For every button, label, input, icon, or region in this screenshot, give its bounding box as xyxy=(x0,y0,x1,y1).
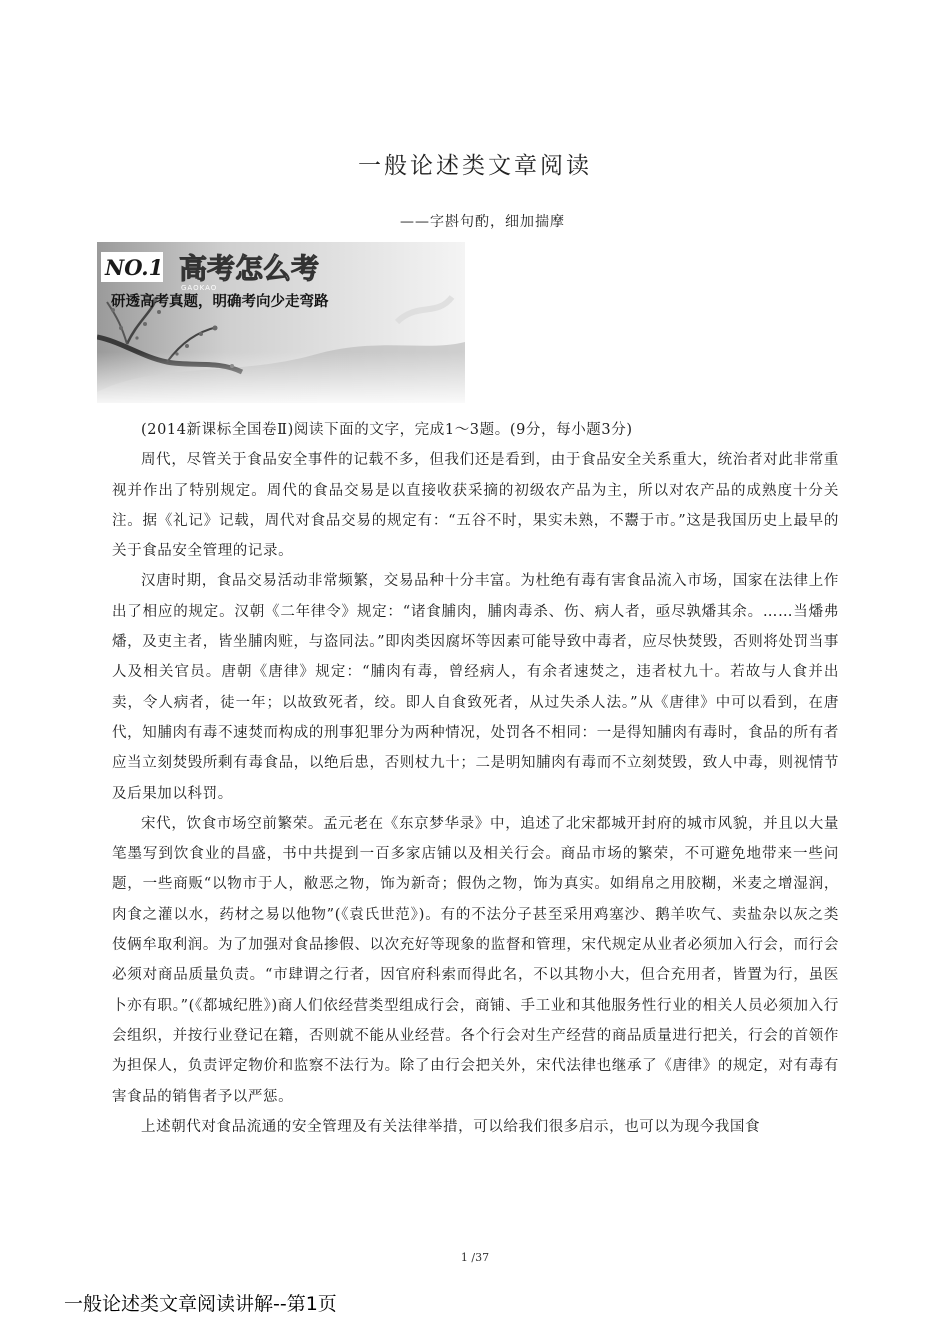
banner-number: NO.1 xyxy=(105,255,164,280)
paragraph-conclusion: 上述朝代对食品流通的安全管理及有关法律举措，可以给我们很多启示，也可以为现今我国食 xyxy=(141,1118,761,1135)
paragraph-han-tang: 汉唐时期，食品交易活动非常频繁，交易品种十分丰富。为杜绝有毒有害食品流入市场，国家在法律上作出了相应的规定。汉朝《二年律令》规定：“诸食脯肉，脯肉毒杀、伤、病人者，亟尽孰燔其余。……当燔弗燔，及吏主者，皆坐脯肉赃，与盗同法。”即肉类因腐坏等因素可能导致中毒者，应尽快焚毁，否则将处罚当事人及相关官员。唐朝《唐律》规定：“脯肉有毒，曾经病人，有余者速焚之，违者杖九十。若故与人食并出卖，令人病者，徒一年；以故致死者，绞。即人自食致死者，从过失杀人法。”从《唐律》中可以看到，在唐代，知脯肉有毒不速焚而构成的刑事犯罪分为两种情况，处罚各不相同：一是得知脯肉有毒时，食品的所有者应当立刻焚毁所剩有毒食品，以绝后患，否则杖九十；二是明知脯肉有毒而不立刻焚毁，致人中毒，则视情节及后果加以科罚。 xyxy=(112,573,839,802)
banner-heading: 高考怎么考 xyxy=(179,252,320,285)
banner-graphic xyxy=(97,242,465,403)
section-banner xyxy=(97,242,465,403)
document-subtitle: ——字斟句酌，细加揣摩 xyxy=(400,214,565,230)
banner-pinyin: GAOKAO xyxy=(181,284,218,292)
article-body xyxy=(112,415,839,1142)
page-number: 1 /37 xyxy=(460,1251,490,1264)
paragraph-song: 宋代，饮食市场空前繁荣。孟元老在《东京梦华录》中，追述了北宋都城开封府的城市风貌，并且以大量笔墨写到饮食业的昌盛，书中共提到一百多家店铺以及相关行会。商品市场的繁荣，不可避免地带来一些问题，一些商贩“以物市于人，敝恶之物，饰为新奇；假伪之物，饰为真实。如绢帛之用胶糊，米麦之增湿润，肉食之灌以水，药材之易以他物”(《袁氏世范》)。有的不法分子甚至采用鸡塞沙、鹅羊吹气、卖盐杂以灰之类伎俩牟取利润。为了加强对食品掺假、以次充好等现象的监督和管理，宋代规定从业者必须加入行会，而行会必须对商品质量负责。“市肆谓之行者，因官府科索而得此名，不以其物小大，但合充用者，皆置为行，虽医卜亦有职。”(《都城纪胜》)商人们依经营类型组成行会，商铺、手工业和其他服务性行业的相关人员必须加入行会组织，并按行业登记在籍，否则就不能从业经营。各个行会对生产经营的商品质量进行把关，行会的首领作为担保人，负责评定物价和监察不法行为。除了由行会把关外，宋代法律也继承了《唐律》的规定，对有毒有害食品的销售者予以严惩。 xyxy=(112,815,839,1105)
document-title: 一般论述类文章阅读 xyxy=(358,153,592,179)
footer-caption: 一般论述类文章阅读讲解--第1页 xyxy=(64,1293,337,1315)
question-prompt: (2014新课标全国卷Ⅱ)阅读下面的文字，完成1～3题。(9分，每小题3分) xyxy=(141,422,633,438)
banner-tagline: 研透高考真题，明确考向少走弯路 xyxy=(111,293,329,310)
paragraph-zhou: 周代，尽管关于食品安全事件的记载不多，但我们还是看到，由于食品安全关系重大，统治者对此非常重视并作出了特别规定。周代的食品交易是以直接收获采摘的初级农产品为主，所以对农产品的成熟度十分关注。据《礼记》记载，周代对食品交易的规定有：“五谷不时，果实未熟，不鬻于市。”这是我国历史上最早的关于食品安全管理的记录。 xyxy=(112,452,839,560)
